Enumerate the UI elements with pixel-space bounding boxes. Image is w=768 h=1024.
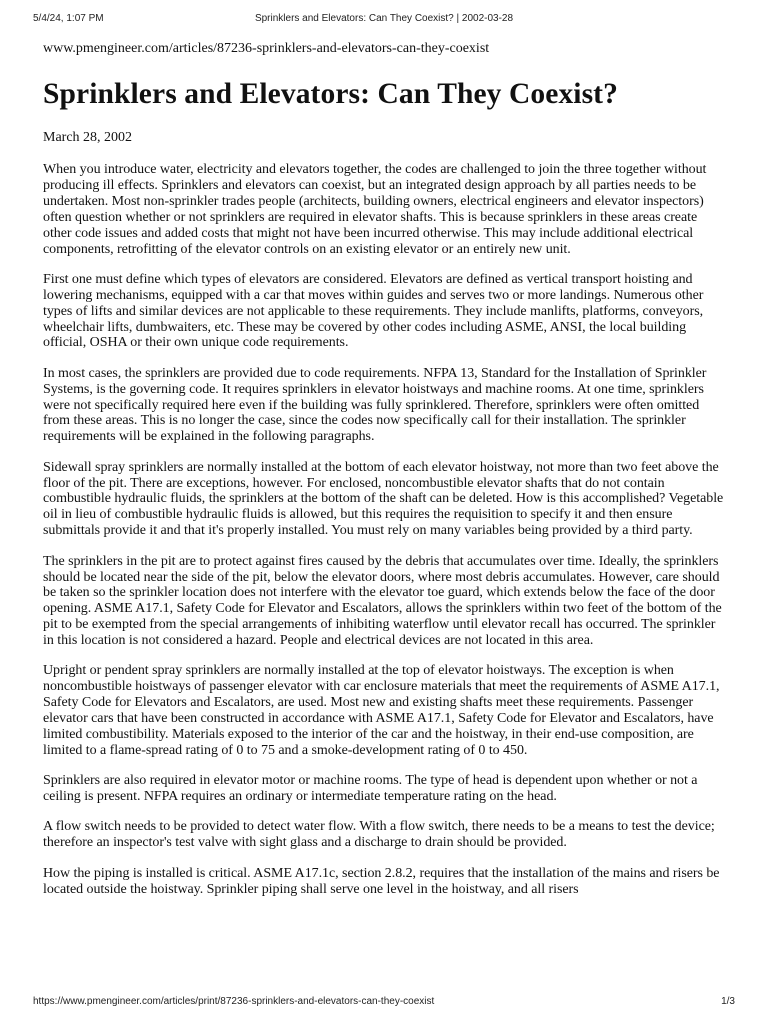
page-number: 1/3 bbox=[721, 996, 735, 1007]
print-footer-url[interactable]: https://www.pmengineer.com/articles/print/87236-sprinklers-and-elevators-can-they-coexist bbox=[33, 996, 435, 1007]
print-datetime: 5/4/24, 1:07 PM bbox=[33, 13, 104, 24]
article-body bbox=[43, 162, 727, 897]
print-page-title: Sprinklers and Elevators: Can They Coexist? | 2002-03-28 bbox=[254, 13, 514, 24]
article-content bbox=[43, 40, 727, 912]
print-header bbox=[33, 13, 735, 27]
article-url[interactable]: www.pmengineer.com/articles/87236-sprinklers-and-elevators-can-they-coexist bbox=[43, 41, 490, 56]
paragraph-4: Sidewall spray sprinklers are normally installed at the bottom of each elevator hoistway, not more than two feet above the floor of the pit. There are exceptions, however. For enclosed, noncombustible elevator shafts that do not contain combustible hydraulic fluids, the sprinklers at the bottom of the shaft can be deleted. How is this accomplished? Vegetable oil in lieu of combustible hydraulic fluids is allowed, but this requires the requisition to specify it and then ensure submittals provide it and that it's properly installed. You must rely on many variables being provided by a third party. bbox=[43, 459, 724, 539]
article-date: March 28, 2002 bbox=[43, 130, 133, 145]
paragraph-5: The sprinklers in the pit are to protect against fires caused by the debris that accumulates over time. Ideally, the sprinklers should be located near the side of the pit, below the elevator doors, where most debris accumulates. However, care should be taken so the sprinkler location does not interfere with the elevator toe guard, which extends below the face of the door opening. ASME A17.1, Safety Code for Elevator and Escalators, allows the sprinklers within two feet of the bottom of the pit to be exempted from the special arrangements of inhibiting waterflow until elevator recall has occurred. The sprinkler in this location is not considered a hazard. People and electrical devices are not located in this area. bbox=[43, 553, 722, 649]
paragraph-8: A flow switch needs to be provided to detect water flow. With a flow switch, there needs to be a means to test the device; therefore an inspector's test valve with sight glass and a discharge to drain should be provided. bbox=[43, 819, 715, 851]
article-title: Sprinklers and Elevators: Can They Coexist? bbox=[43, 78, 618, 110]
paragraph-6: Upright or pendent spray sprinklers are normally installed at the top of elevator hoistways. The exception is when noncombustible hoistways of passenger elevator with car enclosure materials that meet the requirements of ASME A17.1, Safety Code for Elevators and Escalators, are used. Most new and existing shafts meet these requirements. Passenger elevator cars that have been constructed in accordance with ASME A17.1, Safety Code for Elevator and Escalators, have limited combustibility. Materials exposed to the interior of the car and the hoistway, in their end-use composition, are limited to a flame-spread rating of 0 to 75 and a smoke-development rating of 0 to 450. bbox=[43, 663, 720, 758]
paragraph-3: In most cases, the sprinklers are provided due to code requirements. NFPA 13, Standard for the Installation of Sprinkler Systems, is the governing code. It requires sprinklers in elevator hoistways and machine rooms. At one time, sprinklers were not specifically required here even if the building was fully sprinklered. Therefore, sprinklers were often omitted from these areas. This is no longer the case, since the codes now specifically call for their installation. The sprinkler requirements will be explained in the following paragraphs. bbox=[43, 365, 707, 445]
paragraph-9: How the piping is installed is critical. ASME A17.1c, section 2.8.2, requires that the installation of the mains and risers be located outside the hoistway. Sprinkler piping shall serve one level in the hoistway, and all risers bbox=[43, 865, 720, 897]
paragraph-2: First one must define which types of elevators are considered. Elevators are defined as vertical transport hoisting and lowering mechanisms, equipped with a car that moves within guides and serves two or more landings. Numerous other types of lifts and similar devices are not applicable to these requirements. They include manlifts, platforms, conveyors, wheelchair lifts, dumbwaiters, etc. These may be covered by other codes including ASME, ANSI, the local building official, OSHA or their own unique code requirements. bbox=[43, 271, 704, 351]
print-footer bbox=[33, 996, 735, 1010]
paragraph-1: When you introduce water, electricity and elevators together, the codes are challenged to join the three together without producing ill effects. Sprinklers and elevators can coexist, but an integrated design approach by all parties needs to be undertaken. Most non-sprinkler trades people (architects, building owners, electrical engineers and elevator inspectors) often question whether or not sprinklers are required in elevator shafts. This is because sprinklers in these areas create other code issues and added costs that might not have been incurred otherwise. This may include additional electrical components, retrofitting of the elevator controls on an existing elevator or an entirely new unit. bbox=[43, 162, 707, 257]
paragraph-7: Sprinklers are also required in elevator motor or machine rooms. The type of head is dependent upon whether or not a ceiling is present. NFPA requires an ordinary or intermediate temperature rating on the head. bbox=[43, 773, 698, 805]
